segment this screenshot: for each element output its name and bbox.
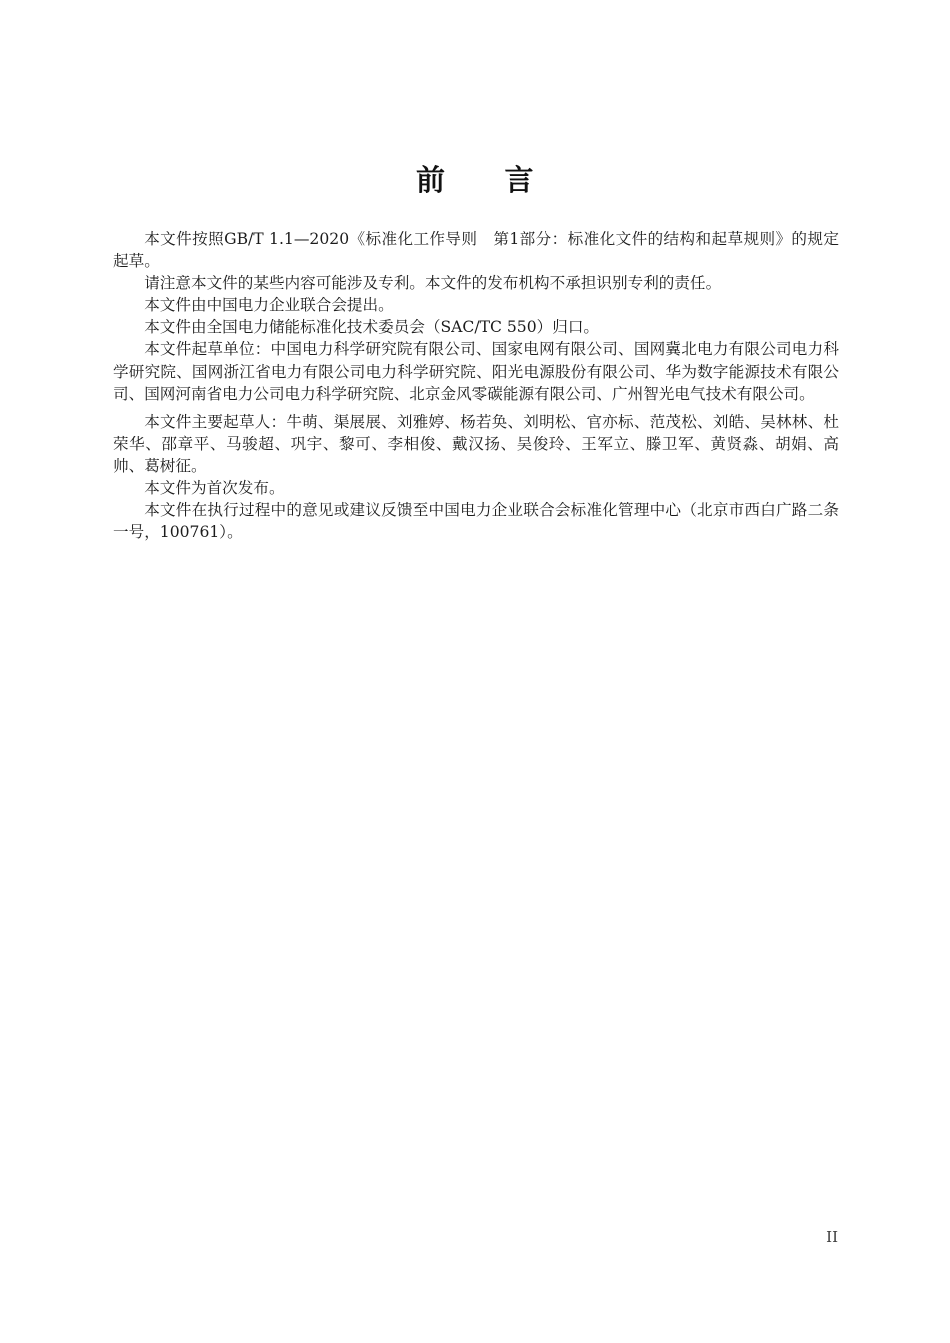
page-title: 前 言 bbox=[415, 163, 534, 197]
paragraph-first-release: 本文件为首次发布。 bbox=[144, 479, 285, 498]
paragraph-technical-committee: 本文件由全国电力储能标准化技术委员会（SAC/TC 550）归口。 bbox=[144, 318, 600, 337]
paragraph-patent-notice: 请注意本文件的某些内容可能涉及专利。本文件的发布机构不承担识别专利的责任。 bbox=[144, 274, 722, 293]
page-number: II bbox=[826, 1228, 838, 1246]
paragraph-feedback-address: 本文件在执行过程中的意见或建议反馈至中国电力企业联合会标准化管理中心（北京市西白广路二条一号，100761）。 bbox=[113, 501, 839, 542]
paragraph-principal-drafters: 本文件主要起草人：牛萌、渠展展、刘雅婷、杨若奂、刘明松、官亦标、范茂松、刘皓、吴林林、杜荣华、邵章平、马骏超、巩宇、黎可、李相俊、戴汉扬、吴俊玲、王军立、滕卫军、黄贤淼、胡娟、高帅、葛树征。 bbox=[113, 412, 839, 475]
paragraph-proposing-body: 本文件由中国电力企业联合会提出。 bbox=[144, 296, 394, 315]
paragraph-scope-basis: 本文件按照GB/T 1.1—2020《标准化工作导则 第1部分：标准化文件的结构和起草规则》的规定起草。 bbox=[113, 230, 839, 271]
paragraph-drafting-organizations: 本文件起草单位：中国电力科学研究院有限公司、国家电网有限公司、国网冀北电力有限公司电力科学研究院、国网浙江省电力有限公司电力科学研究院、阳光电源股份有限公司、华为数字能源技术有限公司、国网河南省电力公司电力科学研究院、北京金风零碳能源有限公司、广州智光电气技术有限公司。 bbox=[113, 340, 839, 403]
foreword-body bbox=[113, 228, 839, 543]
